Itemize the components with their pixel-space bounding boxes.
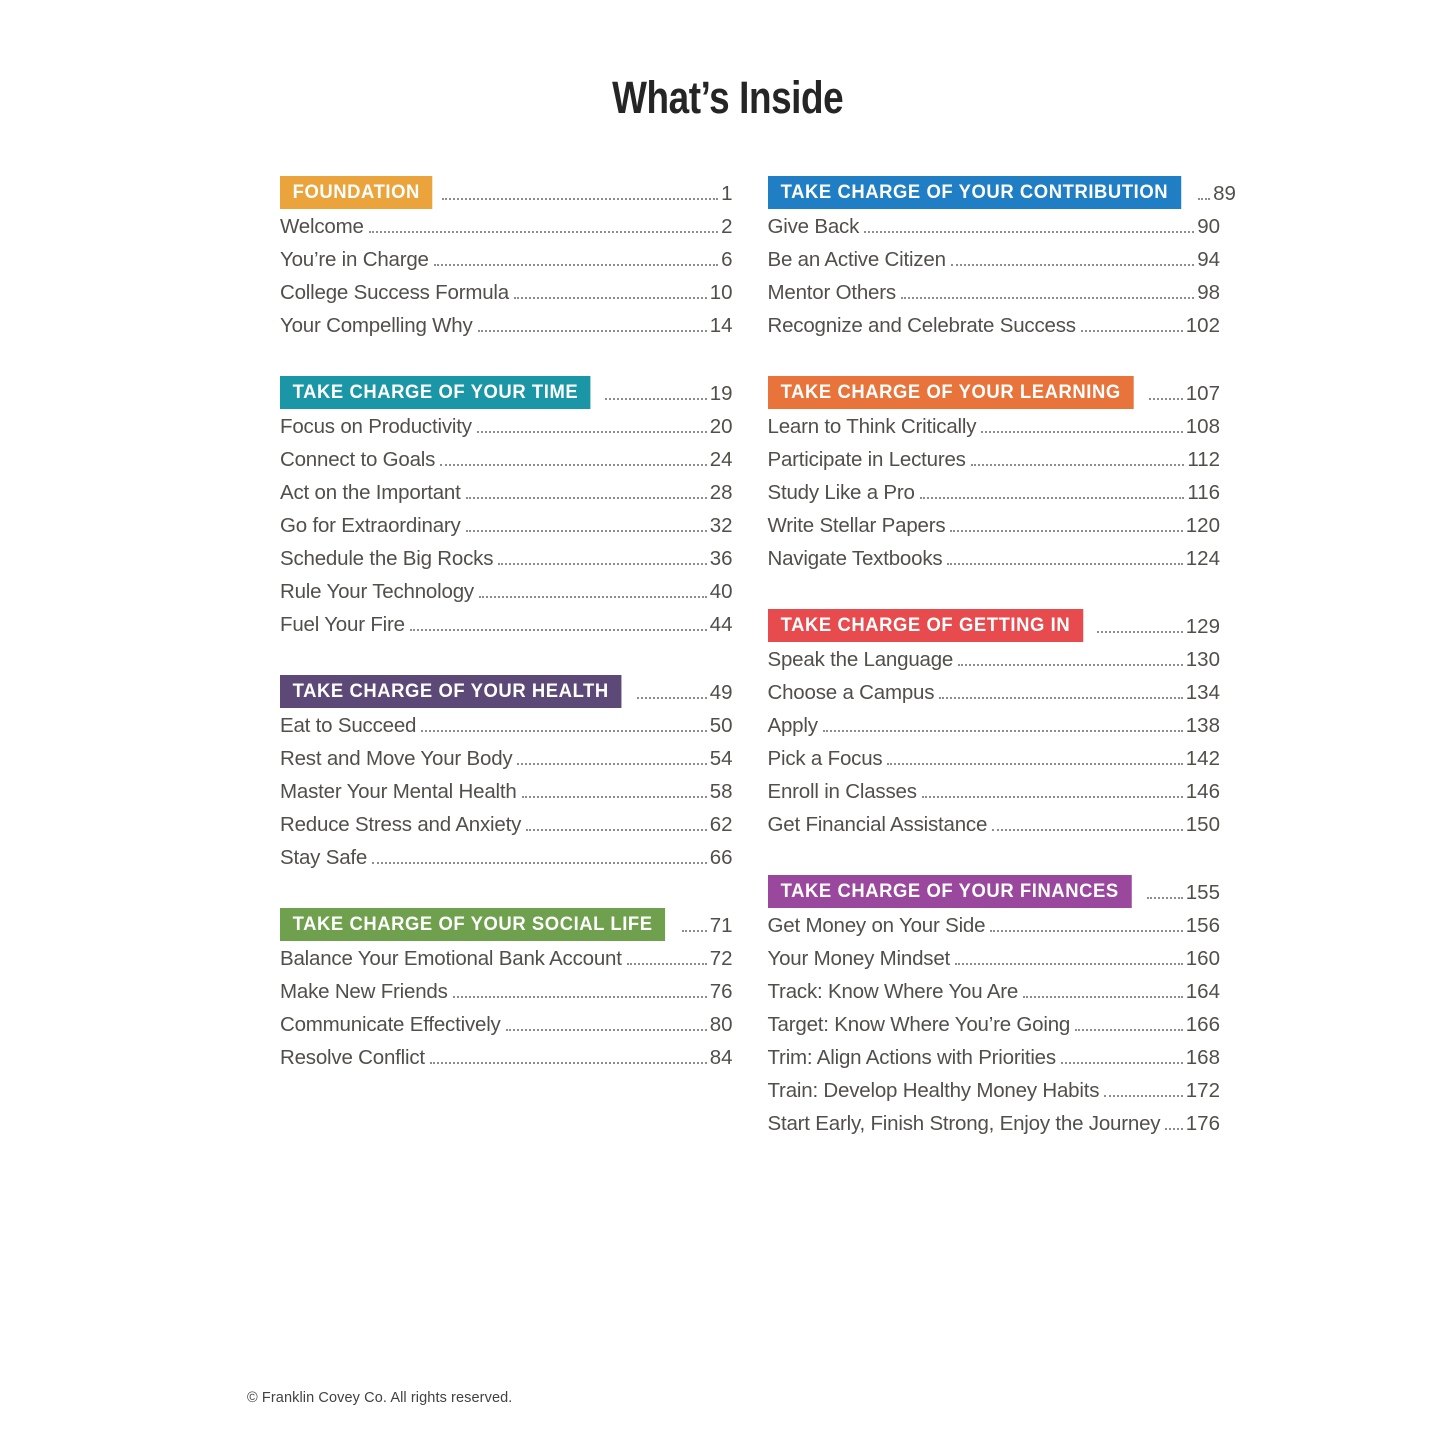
dot-leader [369,231,718,233]
section-badge: TAKE CHARGE OF YOUR FINANCES [768,875,1131,908]
toc-entry-label: Mentor Others [767,281,896,304]
dot-leader [981,431,1182,433]
dot-leader [901,297,1194,299]
toc-entry-row [280,941,733,974]
section-badge: TAKE CHARGE OF YOUR LEARNING [768,376,1133,409]
dot-leader [1075,1029,1183,1031]
entry-page-number: 172 [1185,1079,1220,1102]
entry-page-number: 120 [1185,514,1220,537]
section-page-number: 71 [709,914,733,937]
toc-entry-row [768,242,1221,275]
dot-leader [637,697,707,699]
toc-entry-label: You’re in Charge [280,248,429,271]
section-badge: TAKE CHARGE OF GETTING IN [768,609,1083,642]
entry-page-number: 138 [1185,714,1220,737]
toc-section [280,675,733,873]
toc-entry-row [280,209,733,242]
entry-page-number: 90 [1197,215,1220,238]
toc-entry-label: Rest and Move Your Body [280,747,513,770]
entry-page-number: 6 [721,248,733,271]
dot-leader [1165,1128,1182,1130]
dot-leader [478,330,707,332]
entry-page-number: 14 [709,314,733,337]
entry-page-number: 168 [1185,1046,1220,1069]
section-badge: FOUNDATION [280,176,433,209]
toc-entry-row [280,409,733,442]
dot-leader [421,730,706,732]
dot-leader [951,264,1194,266]
toc-entry-row [280,807,733,840]
section-badge: TAKE CHARGE OF YOUR HEALTH [280,675,621,708]
toc-entry-label: Study Like a Pro [767,481,915,504]
toc-entry-row [768,774,1221,807]
toc-entry-row [768,1007,1221,1040]
toc-section-header-row [768,609,1221,642]
entry-page-number: 94 [1197,248,1220,271]
toc-entry-label: Start Early, Finish Strong, Enjoy the Journey [767,1112,1161,1135]
entry-page-number: 2 [721,215,733,238]
entry-page-number: 142 [1185,747,1220,770]
dot-leader [453,996,707,998]
toc-entry-row [768,941,1221,974]
toc-entry-row [280,708,733,741]
entry-page-number: 176 [1185,1112,1220,1135]
entry-page-number: 146 [1185,780,1220,803]
toc-entry-row [768,1106,1221,1139]
toc-entry-label: Pick a Focus [767,747,883,770]
toc-entry-label: College Success Formula [280,281,509,304]
toc-section-header-row [768,176,1236,209]
toc-entry-label: Balance Your Emotional Bank Account [280,947,622,970]
dot-leader [526,829,707,831]
dot-leader [922,796,1183,798]
copyright-footer: © Franklin Covey Co. All rights reserved. [247,1390,513,1406]
toc-entry-row [768,541,1221,574]
entry-page-number: 130 [1185,648,1220,671]
dot-leader [466,530,707,532]
toc-section-header-row [280,908,733,941]
toc-section-header-row [280,675,733,708]
entry-page-number: 66 [709,846,733,869]
entry-page-number: 76 [709,980,733,1003]
dot-leader [1149,398,1183,400]
toc-entry-row [768,908,1221,941]
toc-entry-row [768,475,1221,508]
entry-page-number: 156 [1185,914,1220,937]
toc-entry-label: Apply [767,714,818,737]
dot-leader [605,398,706,400]
toc-entry-label: Trim: Align Actions with Priorities [767,1046,1056,1069]
dot-leader [1104,1095,1183,1097]
toc-entry-label: Learn to Think Critically [767,415,977,438]
entry-page-number: 80 [709,1013,733,1036]
toc-entry-label: Recognize and Celebrate Success [767,314,1076,337]
dot-leader [514,297,707,299]
toc-entry-row [280,607,733,640]
dot-leader [920,497,1185,499]
toc-entry-label: Fuel Your Fire [280,613,405,636]
toc-entry-row [768,807,1221,840]
entry-page-number: 10 [709,281,733,304]
section-page-number: 1 [721,182,733,205]
toc-entry-row [280,1007,733,1040]
dot-leader [682,930,707,932]
dot-leader [1097,631,1183,633]
toc-column-right [767,176,1236,1139]
entry-page-number: 54 [709,747,733,770]
section-page-number: 49 [709,681,733,704]
entry-page-number: 108 [1185,415,1220,438]
entry-page-number: 134 [1185,681,1220,704]
dot-leader [479,596,707,598]
toc-entry-row [768,974,1221,1007]
section-page-number: 19 [709,382,733,405]
toc-entry-label: Reduce Stress and Anxiety [280,813,522,836]
toc-section [280,176,733,341]
toc-entry-row [768,675,1221,708]
toc-entry-label: Train: Develop Healthy Money Habits [767,1079,1100,1102]
toc-entry-label: Be an Active Citizen [767,248,946,271]
dot-leader [950,530,1182,532]
toc-section [280,908,733,1073]
dot-leader [372,862,707,864]
toc-entry-label: Enroll in Classes [767,780,917,803]
toc-entry-label: Write Stellar Papers [767,514,946,537]
dot-leader [958,664,1183,666]
entry-page-number: 98 [1197,281,1220,304]
section-page-number: 107 [1185,382,1220,405]
toc-section-header-row [280,176,733,209]
toc-entry-row [768,275,1221,308]
toc-entry-label: Welcome [280,215,364,238]
toc-entry-row [280,508,733,541]
toc-entry-row [280,774,733,807]
dot-leader [410,629,707,631]
toc-entry-row [768,209,1221,242]
toc-section-header-row [280,376,733,409]
dot-leader [1061,1062,1183,1064]
entry-page-number: 24 [709,448,733,471]
dot-leader [1198,198,1210,200]
dot-leader [971,464,1185,466]
entry-page-number: 116 [1187,481,1220,504]
dot-leader [990,930,1182,932]
dot-leader [992,829,1183,831]
section-page-number: 89 [1213,182,1236,205]
toc-entry-row [768,508,1221,541]
dot-leader [522,796,707,798]
entry-page-number: 164 [1185,980,1220,1003]
entry-page-number: 36 [709,547,733,570]
section-badge: TAKE CHARGE OF YOUR TIME [280,376,591,409]
toc-entry-label: Connect to Goals [280,448,436,471]
entry-page-number: 50 [709,714,733,737]
dot-leader [498,563,706,565]
dot-leader [517,763,706,765]
toc-entry-row [280,442,733,475]
dot-leader [1147,897,1183,899]
toc-entry-row [768,442,1221,475]
toc-entry-row [280,475,733,508]
entry-page-number: 62 [709,813,733,836]
toc-entry-row [280,840,733,873]
toc-entry-row [280,275,733,308]
toc-entry-row [768,409,1221,442]
dot-leader [466,497,707,499]
toc-entry-row [768,708,1221,741]
dot-leader [627,963,707,965]
toc-entry-label: Participate in Lectures [767,448,966,471]
dot-leader [955,963,1183,965]
entry-page-number: 166 [1185,1013,1220,1036]
dot-leader [1023,996,1183,998]
toc-entry-label: Give Back [767,215,860,238]
dot-leader [947,563,1182,565]
toc-entry-label: Choose a Campus [767,681,935,704]
toc-entry-label: Master Your Mental Health [280,780,517,803]
toc-entry-label: Make New Friends [280,980,448,1003]
toc-section [768,875,1221,1139]
entry-page-number: 102 [1185,314,1220,337]
toc-entry-label: Get Financial Assistance [767,813,988,836]
section-page-number: 155 [1185,881,1220,904]
toc-entry-row [280,1040,733,1073]
toc-entry-row [280,741,733,774]
entry-page-number: 150 [1185,813,1220,836]
entry-page-number: 124 [1185,547,1220,570]
page-title: What’s Inside [612,72,844,123]
toc-entry-label: Focus on Productivity [280,415,472,438]
toc-entry-row [280,541,733,574]
dot-leader [434,264,718,266]
toc-section-header-row [768,875,1221,908]
toc-entry-row [768,642,1221,675]
toc-entry-label: Resolve Conflict [280,1046,425,1069]
section-badge: TAKE CHARGE OF YOUR SOCIAL LIFE [280,908,665,941]
dot-leader [442,198,718,200]
entry-page-number: 20 [709,415,733,438]
dot-leader [887,763,1182,765]
toc-entry-row [768,1040,1221,1073]
dot-leader [1081,330,1183,332]
toc-section [768,609,1221,840]
entry-page-number: 160 [1185,947,1220,970]
toc-entry-label: Schedule the Big Rocks [280,547,494,570]
entry-page-number: 32 [709,514,733,537]
toc-entry-label: Track: Know Where You Are [767,980,1019,1003]
entry-page-number: 28 [709,481,733,504]
toc-entry-label: Communicate Effectively [280,1013,501,1036]
toc-section [767,176,1236,341]
entry-page-number: 84 [709,1046,733,1069]
dot-leader [823,730,1183,732]
toc-entry-label: Go for Extraordinary [280,514,461,537]
toc-section [280,376,733,640]
section-page-number: 129 [1185,615,1220,638]
dot-leader [864,231,1194,233]
toc-entry-label: Target: Know Where You’re Going [767,1013,1071,1036]
toc-section-header-row [768,376,1221,409]
toc-columns [280,176,1236,1139]
toc-entry-row [280,574,733,607]
section-badge: TAKE CHARGE OF YOUR CONTRIBUTION [768,176,1181,209]
toc-entry-label: Rule Your Technology [280,580,474,603]
entry-page-number: 58 [709,780,733,803]
toc-column-left [280,176,733,1139]
toc-section [768,376,1221,574]
dot-leader [477,431,707,433]
entry-page-number: 44 [709,613,733,636]
entry-page-number: 112 [1187,448,1220,471]
dot-leader [506,1029,707,1031]
toc-entry-label: Your Money Mindset [767,947,951,970]
toc-entry-label: Speak the Language [767,648,954,671]
toc-entry-row [768,741,1221,774]
toc-entry-row [280,974,733,1007]
dot-leader [430,1062,707,1064]
toc-entry-row [280,242,733,275]
toc-entry-label: Act on the Important [280,481,461,504]
toc-entry-label: Stay Safe [280,846,368,869]
toc-entry-label: Your Compelling Why [280,314,473,337]
toc-entry-label: Get Money on Your Side [767,914,986,937]
toc-entry-label: Navigate Textbooks [767,547,943,570]
toc-entry-row [280,308,733,341]
dot-leader [440,464,706,466]
dot-leader [939,697,1182,699]
entry-page-number: 72 [709,947,733,970]
toc-entry-label: Eat to Succeed [280,714,417,737]
toc-entry-row [768,1073,1221,1106]
toc-entry-row [768,308,1221,341]
entry-page-number: 40 [709,580,733,603]
